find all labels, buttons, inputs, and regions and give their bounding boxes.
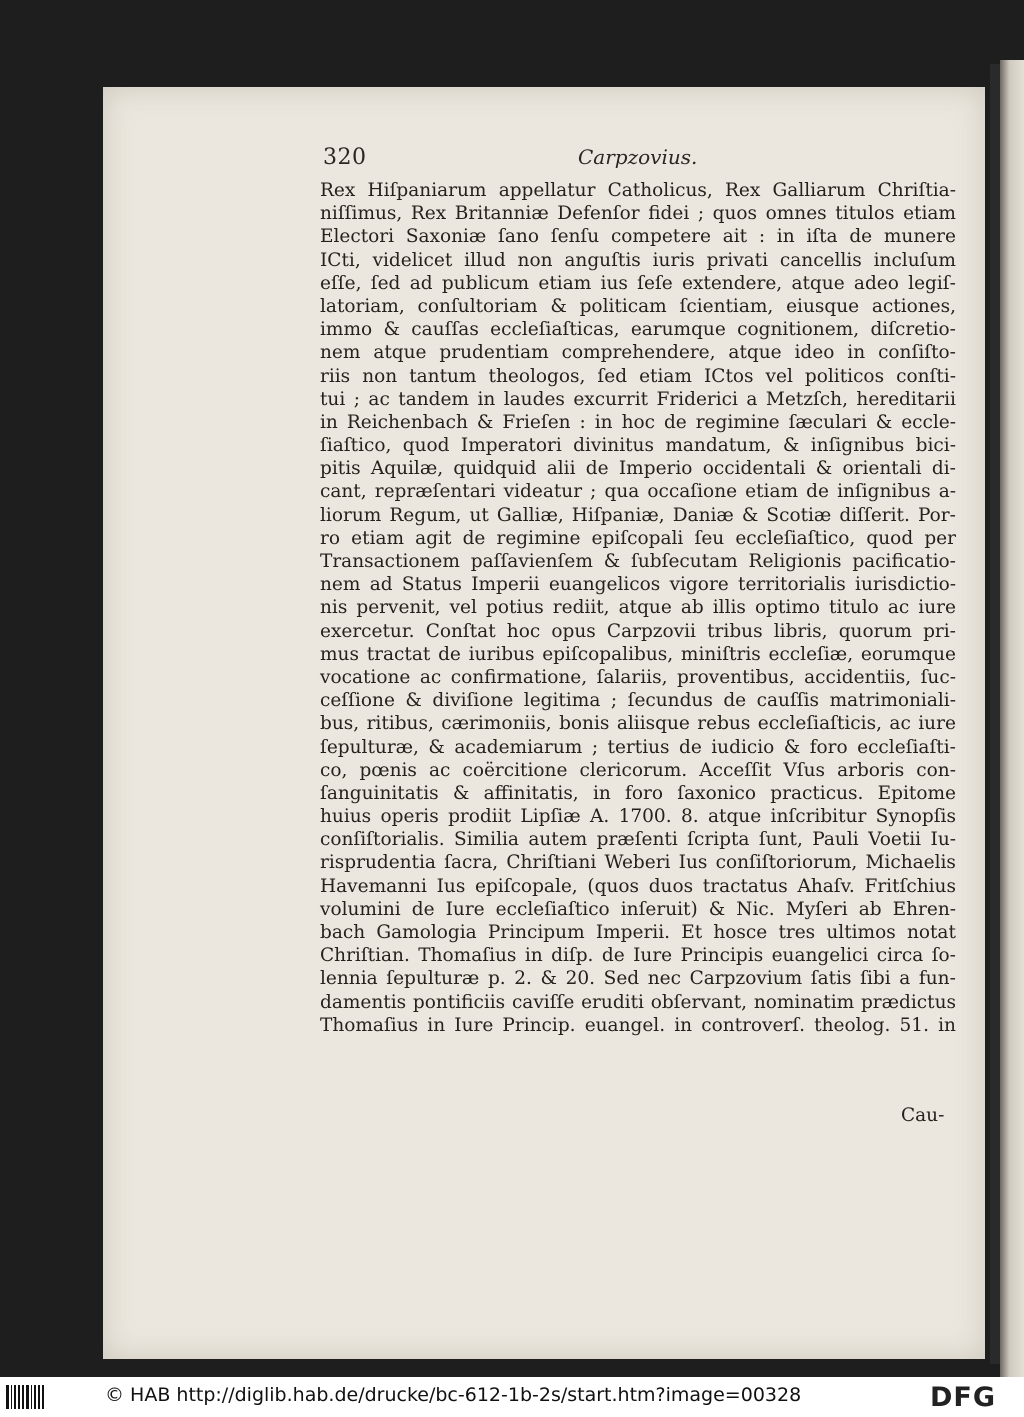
viewer-footer <box>0 1377 1024 1417</box>
text-line: Transactionem paſſavienſem & ſubſecutam Religionis pacificatio- <box>320 551 956 572</box>
dfg-logo: DFG <box>930 1382 997 1413</box>
text-line: immo & cauſſas eccleſiaſticas, earumque cognitionem, diſcretio- <box>320 319 956 341</box>
copyright-url-text: © HAB http://diglib.hab.de/drucke/bc-612-1b-2s/start.htm?image=00328 <box>105 1384 802 1406</box>
text-line: volumini de Iure eccleſiaſtico inſeruit) & Nic. Myſeri ab Ehren- <box>320 898 956 920</box>
text-line: Rex Hiſpaniarum appellatur Catholicus, Rex Galliarum Chriſtia- <box>320 180 956 201</box>
text-line: ſepulturæ, & academiarum ; tertius de iudicio & foro eccleſiaſti- <box>320 736 956 758</box>
text-line: bach Gamologia Principum Imperii. Et hosce tres ultimos notat <box>320 922 956 943</box>
catchword: Cau- <box>901 1105 945 1126</box>
text-line: Thomaſius in Iure Princip. euangel. in controverſ. theolog. 51. in <box>320 1014 956 1036</box>
text-line: co, pœnis ac coërcitione clericorum. Acceſſit Vſus arboris con- <box>320 759 956 781</box>
text-line: ceſſione & diviſione legitima ; ſecundus de cauſſis matrimoniali- <box>320 690 956 712</box>
text-line: ſanguinitatis & affinitatis, in foro ſaxonico practicus. Epitome <box>320 782 956 804</box>
text-line: cant, repræſentari videatur ; qua occaſione etiam de inſignibus a- <box>320 481 956 503</box>
text-line: conſiſtorialis. Similia autem præſenti ſcripta ſunt, Pauli Voetii Iu- <box>320 829 956 851</box>
next-page-edge <box>1000 60 1024 1377</box>
text-line: in Reichenbach & Frieſen : in hoc de regimine ſæculari & eccle- <box>320 411 956 433</box>
text-line: latoriam, conſultoriam & politicam ſcientiam, eiusque actiones, <box>320 295 956 317</box>
text-line: bus, ritibus, cærimoniis, bonis aliisque rebus eccleſiaſticis, ac iure <box>320 713 956 735</box>
barcode-icon <box>6 1385 44 1409</box>
text-line: mus tractat de iuribus epiſcopalibus, miniſtris eccleſiæ, eorumque <box>320 643 956 665</box>
text-line: Chriſtian. Thomaſius in diſp. de Iure Principis euangelici circa ſo- <box>320 945 956 967</box>
text-line: lennia ſepulturæ p. 2. & 20. Sed nec Carpzovium ſatis ſibi a fun- <box>320 968 956 990</box>
text-line: riis non tantum theologos, ſed etiam ICtos vel politicos conſti- <box>320 365 956 387</box>
text-line: exercetur. Conſtat hoc opus Carpzovii tribus libris, quorum pri- <box>320 620 956 642</box>
page-content <box>103 87 985 1359</box>
text-line: damentis pontificiis caviſſe eruditi obſervant, nominatim prædictus <box>320 991 956 1013</box>
text-line: risprudentia ſacra, Chriſtiani Weberi Ius conſiſtoriorum, Michaelis <box>320 852 956 874</box>
text-line: eſſe, ſed ad publicum etiam ius ſeſe extendere, atque adeo legiſ- <box>320 272 956 294</box>
text-line: Havemanni Ius epiſcopale, (quos duos tractatus Ahaſv. Fritſchius <box>320 875 956 897</box>
body-text <box>320 179 956 1037</box>
text-line: nem atque prudentiam comprehendere, atque ideo in conſiſto- <box>320 342 956 364</box>
text-line: ICti, videlicet illud non anguſtis iuris privati cancellis incluſum <box>320 249 956 271</box>
running-head: Carpzovius. <box>578 145 698 169</box>
text-line: vocatione ac confirmatione, ſalariis, proventibus, accidentiis, ſuc- <box>320 666 956 688</box>
text-line: huius operis prodiit Lipſiæ A. 1700. 8. atque inſcribitur Synopſis <box>320 806 956 828</box>
text-line: tui ; ac tandem in laudes excurrit Friderici a Metzſch, hereditarii <box>320 388 956 410</box>
text-line: niſſimus, Rex Britanniæ Defenſor fidei ; quos omnes titulos etiam <box>320 203 956 225</box>
text-line: ro etiam agit de regimine epiſcopali ſeu eccleſiaſtico, quod per <box>320 527 956 549</box>
text-line: pitis Aquilæ, quidquid alii de Imperio occidentali & orientali di- <box>320 458 956 480</box>
text-line: liorum Regum, ut Galliæ, Hiſpaniæ, Daniæ & Scotiæ diſſerit. Por- <box>320 504 956 526</box>
text-line: Electori Saxoniæ ſano ſenſu competere ait : in iſta de munere <box>320 226 956 248</box>
text-line: ſiaſtico, quod Imperatori divinitus mandatum, & inſignibus bici- <box>320 435 956 457</box>
text-line: nem ad Status Imperii euangelicos vigore territorialis iurisdictio- <box>320 574 956 596</box>
text-line: nis pervenit, vel potius rediit, atque ab illis optimo titulo ac iure <box>320 597 956 619</box>
page-header <box>323 145 963 173</box>
page-number: 320 <box>323 145 367 170</box>
